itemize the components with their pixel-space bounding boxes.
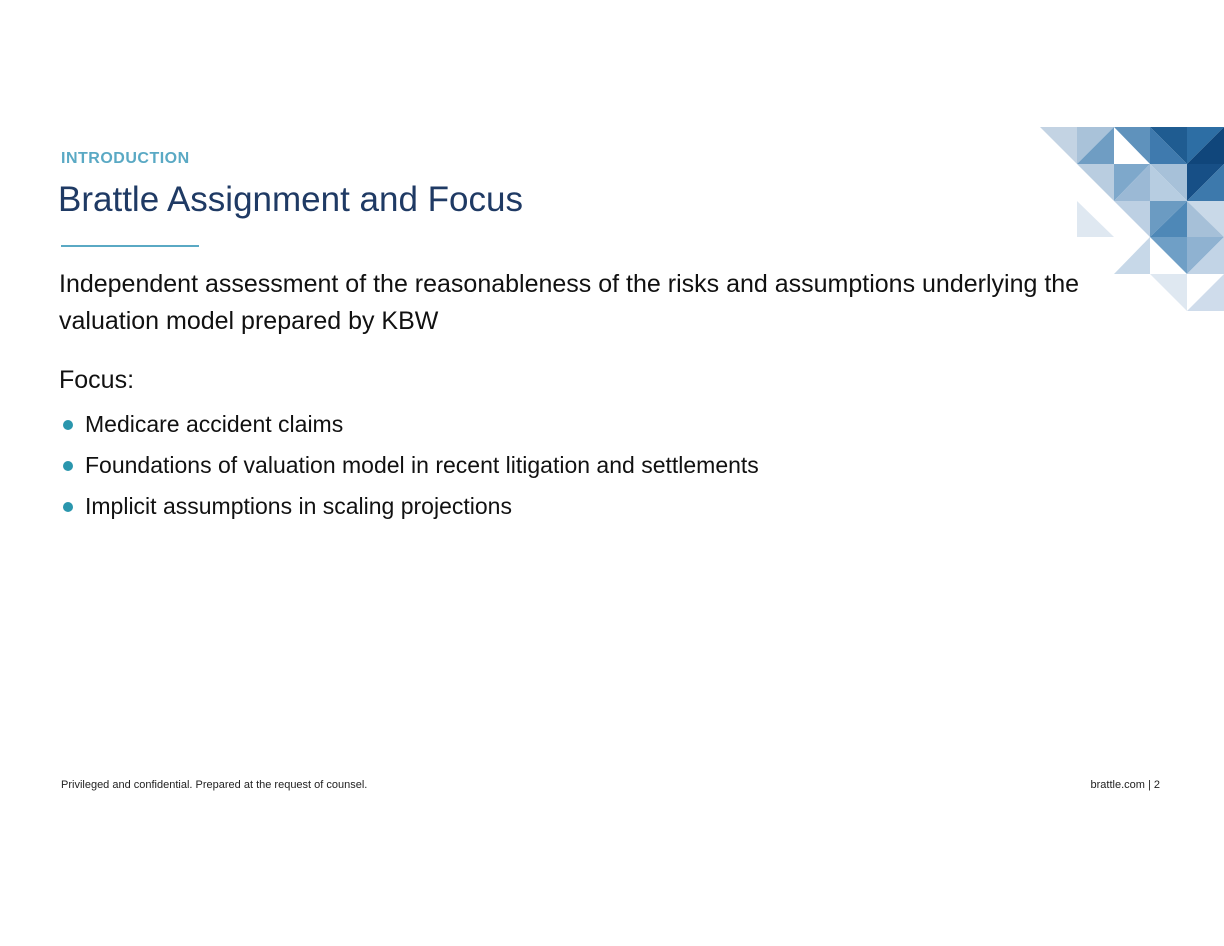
section-label: INTRODUCTION: [61, 150, 190, 167]
list-item-text: Medicare accident claims: [85, 411, 344, 437]
footer-page-number: brattle.com | 2: [1090, 779, 1160, 791]
focus-heading: Focus:: [59, 366, 135, 394]
list-item: [61, 488, 759, 529]
bullet-icon: [63, 420, 73, 430]
focus-list: [61, 406, 759, 529]
list-item-text: Implicit assumptions in scaling projections: [85, 493, 512, 519]
decorative-triangles: [1040, 127, 1224, 311]
bullet-icon: [63, 502, 73, 512]
page-title: Brattle Assignment and Focus: [58, 180, 523, 219]
intro-text: Independent assessment of the reasonableness of the risks and assumptions underlying the valuation model prepared by KBW: [59, 270, 1080, 335]
list-item-text: Foundations of valuation model in recent litigation and settlements: [85, 452, 759, 478]
bullet-icon: [63, 461, 73, 471]
title-underline: [61, 245, 199, 247]
list-item: [61, 447, 759, 488]
footer-disclaimer: Privileged and confidential. Prepared at the request of counsel.: [61, 779, 368, 791]
list-item: [61, 406, 759, 447]
